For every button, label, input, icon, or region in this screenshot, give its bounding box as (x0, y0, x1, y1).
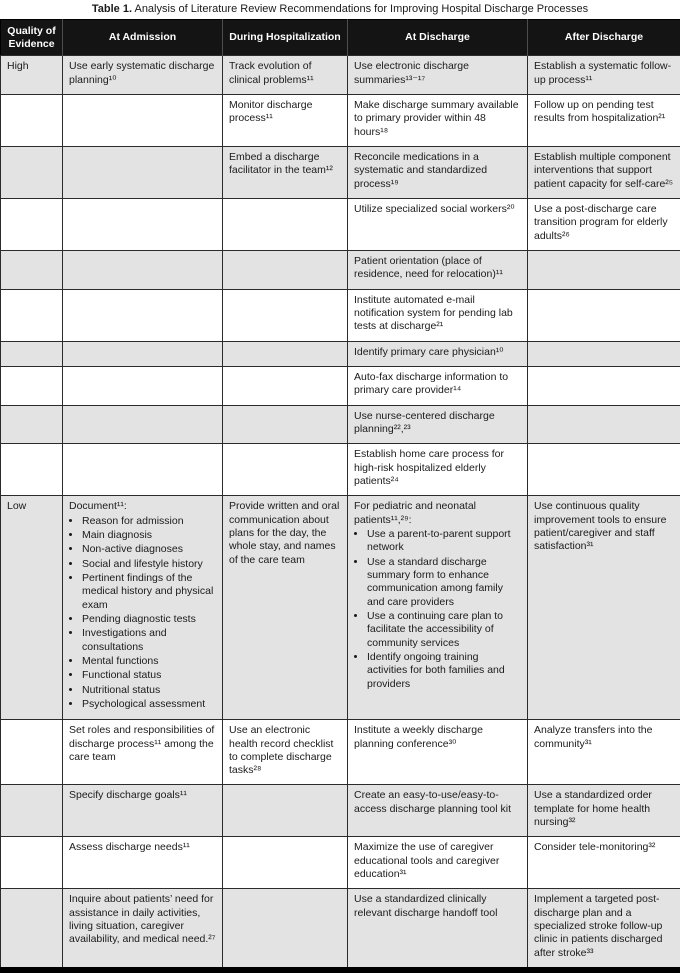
cell-at-discharge: Create an easy-to-use/easy-to-access discharge planning tool kit (348, 785, 528, 837)
cell-quality (1, 837, 63, 889)
cell-after-discharge: Implement a targeted post-discharge plan and a specialized stroke follow-up clinic in patients discharged after stroke³³ (528, 889, 680, 970)
cell-at-discharge (348, 496, 528, 720)
cell-lead-text: Document¹¹: (69, 500, 216, 513)
cell-quality (1, 366, 63, 405)
cell-during-hospitalization (223, 785, 348, 837)
bullet-item: • Non-active diagnoses (82, 543, 216, 556)
table-row (1, 720, 680, 785)
cell-at-admission (63, 405, 223, 444)
bullet-item: • Psychological assessment (82, 698, 216, 711)
column-header-during: During Hospitalization (223, 20, 348, 56)
table-header (1, 20, 680, 56)
cell-after-discharge: Analyze transfers into the community³¹ (528, 720, 680, 785)
cell-quality: High (1, 56, 63, 95)
cell-during-hospitalization: Provide written and oral communication about plans for the day, the whole stay, and names of the care team (223, 496, 348, 720)
cell-at-admission: Set roles and responsibilities of discharge process¹¹ among the care team (63, 720, 223, 785)
cell-during-hospitalization (223, 366, 348, 405)
cell-at-admission: Specify discharge goals¹¹ (63, 785, 223, 837)
table-row (1, 250, 680, 289)
cell-during-hospitalization (223, 444, 348, 496)
cell-at-discharge: Reconcile medications in a systematic and standardized process¹⁹ (348, 147, 528, 199)
cell-during-hospitalization (223, 889, 348, 970)
table-row (1, 496, 680, 720)
cell-quality (1, 785, 63, 837)
cell-quality (1, 147, 63, 199)
bullet-list (69, 515, 216, 712)
table-row (1, 785, 680, 837)
column-header-admission: At Admission (63, 20, 223, 56)
cell-at-discharge: Use electronic discharge summaries¹³⁻¹⁷ (348, 56, 528, 95)
table-body (1, 56, 680, 970)
column-header-quality: Quality of Evidence (1, 20, 63, 56)
table-row (1, 147, 680, 199)
cell-after-discharge (528, 289, 680, 341)
cell-during-hospitalization (223, 289, 348, 341)
column-header-after: After Discharge (528, 20, 680, 56)
column-header-discharge: At Discharge (348, 20, 528, 56)
cell-quality (1, 95, 63, 147)
cell-after-discharge: Establish multiple component interventions that support patient capacity for self-care²⁵ (528, 147, 680, 199)
cell-quality: Low (1, 496, 63, 720)
cell-quality (1, 289, 63, 341)
table-row (1, 366, 680, 405)
bullet-item: • Identify ongoing training activities for both families and providers (367, 651, 521, 691)
bullet-item: • Investigations and consultations (82, 627, 216, 654)
bullet-item: • Pending diagnostic tests (82, 613, 216, 626)
cell-during-hospitalization (223, 837, 348, 889)
cell-at-discharge: Patient orientation (place of residence, need for relocation)¹¹ (348, 250, 528, 289)
cell-after-discharge: Consider tele-monitoring³² (528, 837, 680, 889)
table-row (1, 95, 680, 147)
cell-quality (1, 720, 63, 785)
bullet-item: • Use a continuing care plan to facilitate the accessibility of community services (367, 610, 521, 650)
cell-at-admission (63, 341, 223, 366)
cell-during-hospitalization (223, 405, 348, 444)
cell-during-hospitalization: Embed a discharge facilitator in the team¹² (223, 147, 348, 199)
cell-lead-text: For pediatric and neonatal patients¹¹,²⁹: (354, 500, 521, 527)
cell-quality (1, 199, 63, 251)
cell-at-admission (63, 147, 223, 199)
bullet-item: • Mental functions (82, 655, 216, 668)
table-row (1, 341, 680, 366)
cell-quality (1, 405, 63, 444)
bullet-item: • Social and lifestyle history (82, 558, 216, 571)
cell-after-discharge: Use continuous quality improvement tools to ensure patient/caregiver and staff satisfaction³¹ (528, 496, 680, 720)
cell-after-discharge (528, 250, 680, 289)
cell-at-admission: Inquire about patients’ need for assistance in daily activities, living situation, caregiver availability, and medical need.²⁷ (63, 889, 223, 970)
cell-at-admission (63, 199, 223, 251)
table-row (1, 837, 680, 889)
table-title-text: Analysis of Literature Review Recommendations for Improving Hospital Discharge Processes (132, 3, 588, 15)
cell-after-discharge (528, 405, 680, 444)
cell-at-admission (63, 289, 223, 341)
cell-quality (1, 341, 63, 366)
table-row (1, 444, 680, 496)
cell-at-discharge: Utilize specialized social workers²⁰ (348, 199, 528, 251)
table-row (1, 289, 680, 341)
cell-during-hospitalization: Use an electronic health record checklist to complete discharge tasks²⁸ (223, 720, 348, 785)
recommendations-table (0, 19, 680, 973)
cell-after-discharge (528, 341, 680, 366)
bullet-item: • Reason for admission (82, 515, 216, 528)
bullet-item: • Use a parent-to-parent support network (367, 528, 521, 555)
cell-quality (1, 250, 63, 289)
cell-at-admission (63, 366, 223, 405)
cell-at-discharge: Institute a weekly discharge planning conference³⁰ (348, 720, 528, 785)
cell-at-discharge: Make discharge summary available to primary provider within 48 hours¹⁸ (348, 95, 528, 147)
cell-at-admission (63, 95, 223, 147)
cell-at-discharge: Institute automated e-mail notification system for pending lab tests at discharge²¹ (348, 289, 528, 341)
cell-at-discharge: Establish home care process for high-risk hospitalized elderly patients²⁴ (348, 444, 528, 496)
bullet-item: • Main diagnosis (82, 529, 216, 542)
bullet-item: • Pertinent findings of the medical history and physical exam (82, 572, 216, 612)
table-title (0, 0, 680, 19)
cell-during-hospitalization (223, 341, 348, 366)
table-row (1, 199, 680, 251)
cell-after-discharge (528, 444, 680, 496)
cell-after-discharge: Use a standardized order template for home health nursing³² (528, 785, 680, 837)
cell-at-discharge: Maximize the use of caregiver educational tools and caregiver education³¹ (348, 837, 528, 889)
cell-at-admission (63, 250, 223, 289)
cell-quality (1, 889, 63, 970)
cell-during-hospitalization: Track evolution of clinical problems¹¹ (223, 56, 348, 95)
cell-at-admission: Use early systematic discharge planning¹⁰ (63, 56, 223, 95)
cell-at-admission (63, 496, 223, 720)
header-row (1, 20, 680, 56)
cell-during-hospitalization: Monitor discharge process¹¹ (223, 95, 348, 147)
cell-quality (1, 444, 63, 496)
cell-after-discharge (528, 366, 680, 405)
cell-after-discharge: Use a post-discharge care transition program for elderly adults²⁶ (528, 199, 680, 251)
cell-at-discharge: Auto-fax discharge information to primary care provider¹⁴ (348, 366, 528, 405)
table-title-label: Table 1. (92, 3, 132, 15)
cell-during-hospitalization (223, 199, 348, 251)
table-row (1, 889, 680, 970)
cell-at-admission: Assess discharge needs¹¹ (63, 837, 223, 889)
bullet-item: • Functional status (82, 669, 216, 682)
cell-during-hospitalization (223, 250, 348, 289)
table-row (1, 56, 680, 95)
cell-at-discharge: Identify primary care physician¹⁰ (348, 341, 528, 366)
bullet-item: • Use a standard discharge summary form to enhance communication among family and care providers (367, 556, 521, 609)
bullet-list (354, 528, 521, 691)
cell-after-discharge: Follow up on pending test results from hospitalization²¹ (528, 95, 680, 147)
cell-at-admission (63, 444, 223, 496)
cell-after-discharge: Establish a systematic follow-up process¹¹ (528, 56, 680, 95)
cell-at-discharge: Use a standardized clinically relevant discharge handoff tool (348, 889, 528, 970)
bullet-item: • Nutritional status (82, 684, 216, 697)
table-row (1, 405, 680, 444)
cell-at-discharge: Use nurse-centered discharge planning²²,²³ (348, 405, 528, 444)
